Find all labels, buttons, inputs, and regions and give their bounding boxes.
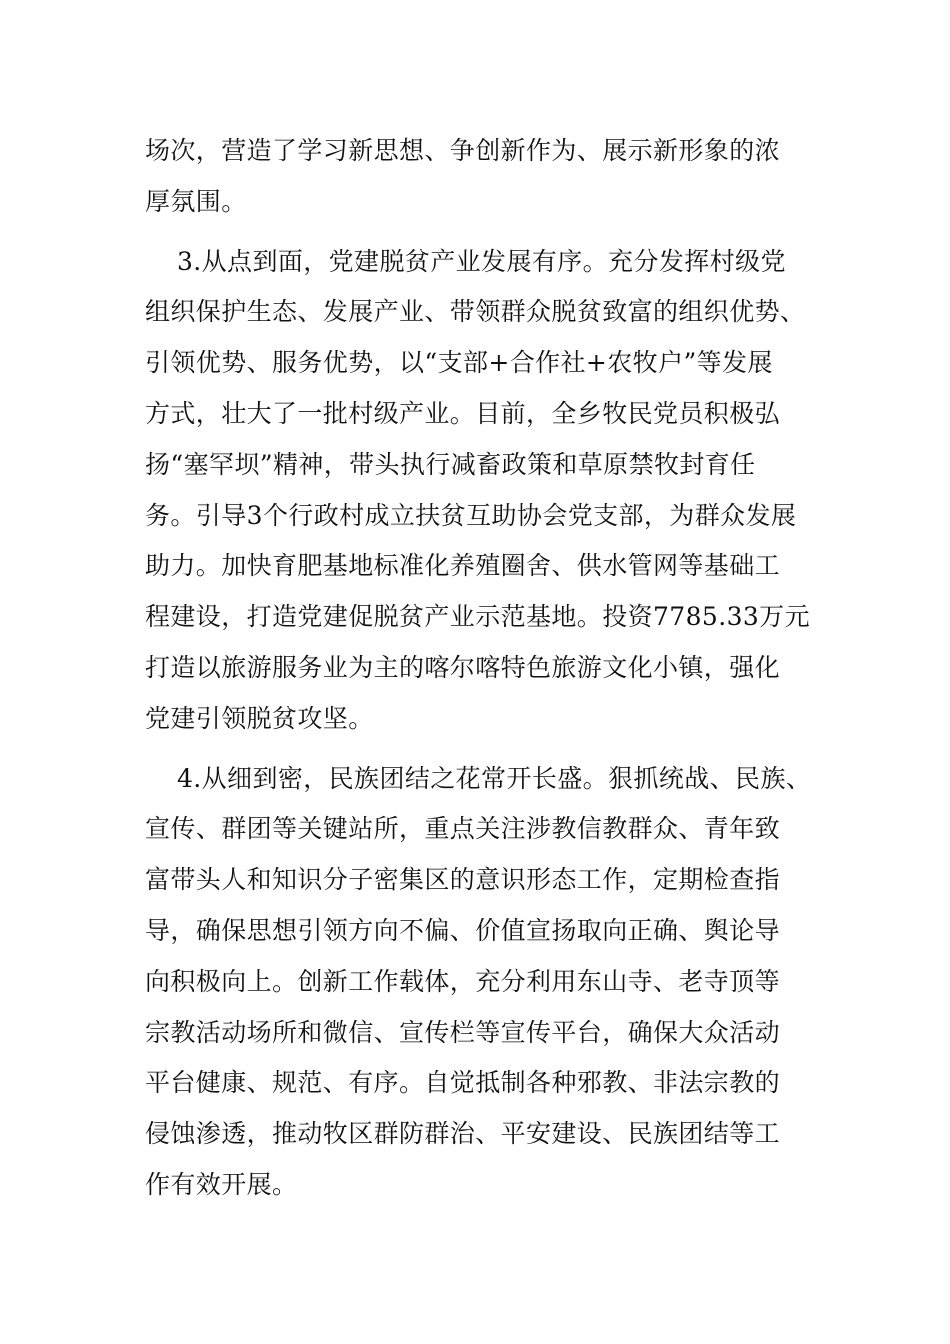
text-line: 程建设，打造党建促脱贫产业示范基地。投资7785.33万元 bbox=[145, 602, 810, 632]
text-line: 打造以旅游服务业为主的喀尔喀特色旅游文化小镇，强化 bbox=[145, 652, 781, 682]
text-line: 方式，壮大了一批村级产业。目前，全乡牧民党员积极弘 bbox=[145, 398, 781, 428]
paragraph-section-4 bbox=[145, 754, 815, 1211]
paragraph-section-3 bbox=[145, 237, 815, 745]
text-line: 党建引领脱贫攻坚。 bbox=[145, 703, 374, 733]
text-line: 导，确保思想引领方向不偏、价值宣扬取向正确、舆论导 bbox=[145, 915, 781, 945]
text-line: 富带头人和知识分子密集区的意识形态工作，定期检查指 bbox=[145, 865, 781, 895]
document-body bbox=[145, 126, 815, 1220]
paragraph-continuation bbox=[145, 126, 815, 228]
text-line: 侵蚀渗透，推动牧区群防群治、平安建设、民族团结等工 bbox=[145, 1119, 781, 1149]
text-line: 厚氛围。 bbox=[145, 186, 247, 216]
section-4-heading-line: 4.从细到密，民族团结之花常开长盛。狠抓统战、民族、 bbox=[177, 763, 812, 793]
text-line: 助力。加快育肥基地标准化养殖圈舍、供水管网等基础工 bbox=[145, 551, 781, 581]
text-line: 组织保护生态、发展产业、带领群众脱贫致富的组织优势、 bbox=[145, 297, 806, 327]
section-3-heading-line: 3.从点到面，党建脱贫产业发展有序。充分发挥村级党 bbox=[177, 246, 786, 276]
text-line: 务。引导3个行政村成立扶贫互助协会党支部，为群众发展 bbox=[145, 500, 797, 530]
text-line: 引领优势、服务优势，以“支部+合作社+农牧户”等发展 bbox=[145, 348, 773, 378]
text-line: 场次，营造了学习新思想、争创新作为、展示新形象的浓 bbox=[145, 136, 781, 165]
text-line: 向积极向上。创新工作载体，充分利用东山寺、老寺顶等 bbox=[145, 966, 781, 996]
text-line: 作有效开展。 bbox=[145, 1169, 298, 1199]
text-line: 宗教活动场所和微信、宣传栏等宣传平台，确保大众活动 bbox=[145, 1017, 781, 1047]
text-line: 扬“塞罕坝”精神，带头执行减畜政策和草原禁牧封育任 bbox=[145, 449, 756, 479]
text-line: 平台健康、规范、有序。自觉抵制各种邪教、非法宗教的 bbox=[145, 1068, 781, 1098]
text-line: 宣传、群团等关键站所，重点关注涉教信教群众、青年致 bbox=[145, 814, 781, 844]
